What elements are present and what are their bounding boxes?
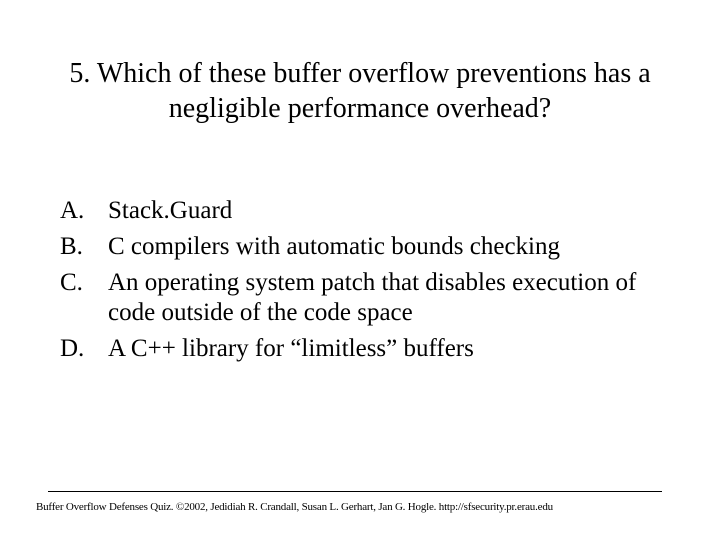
answer-options-list bbox=[60, 196, 680, 370]
answer-option-b bbox=[60, 232, 680, 262]
option-letter: C. bbox=[60, 269, 83, 296]
option-text: C compilers with automatic bounds checking bbox=[108, 233, 560, 260]
answer-option-c bbox=[60, 268, 680, 328]
question-title: 5. Which of these buffer overflow preventions has a negligible performance overhead? bbox=[69, 58, 651, 124]
option-letter: A. bbox=[60, 197, 85, 224]
option-text: A C++ library for “limitless” buffers bbox=[108, 335, 474, 362]
option-text: Stack.Guard bbox=[108, 197, 233, 224]
answer-option-a bbox=[60, 196, 680, 226]
option-text: An operating system patch that disables execution of code outside of the code space bbox=[108, 269, 637, 326]
option-letter: D. bbox=[60, 335, 85, 362]
option-letter: B. bbox=[60, 233, 83, 260]
footer-divider bbox=[48, 491, 662, 492]
footer-credits: Buffer Overflow Defenses Quiz. ©2002, Jedidiah R. Crandall, Susan L. Gerhart, Jan G. Hogle. http://sfsecurity.pr.erau.edu bbox=[36, 501, 553, 513]
answer-option-d bbox=[60, 334, 680, 364]
